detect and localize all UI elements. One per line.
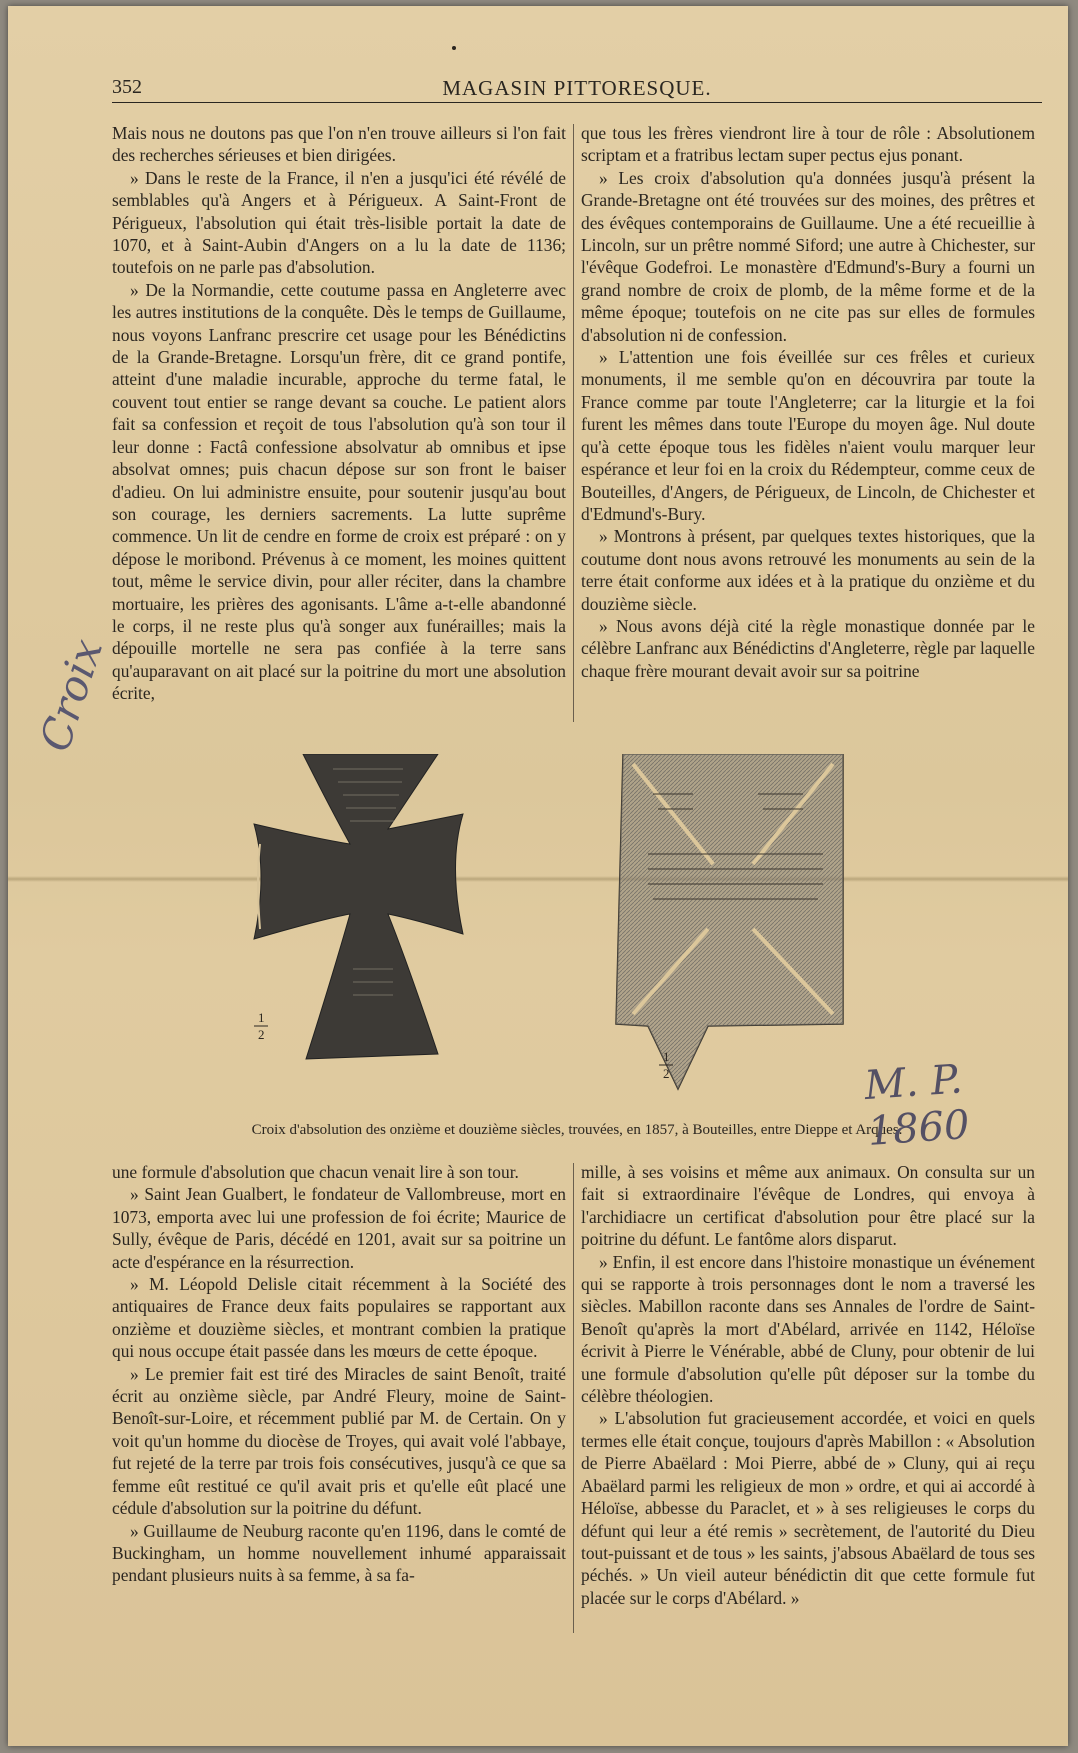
scale-numerator: 1	[258, 1010, 265, 1025]
paragraph: » Montrons à présent, par quelques textes historiques, que la coutume dont nous avons retrouvé les monuments au sein de la terre était conforme aux idées et à la pratique du onzième et du douzième siècle.	[581, 526, 1035, 614]
right-cross	[616, 754, 843, 1089]
paragraph: » M. Léopold Delisle citait récemment à la Société des antiquaires de France deux faits populaires se rapportant aux onzième et douzième siècles, et montrant combien la pratique qui nous occupe était passée dans les mœurs de cette époque.	[112, 1274, 566, 1362]
page-header	[112, 74, 1042, 103]
column-divider-bottom	[573, 1163, 574, 1633]
paragraph: Mais nous ne doutons pas que l'on n'en trouve ailleurs si l'on fait des recherches sérieuses et bien dirigées.	[112, 123, 566, 166]
paragraph: » Enfin, il est encore dans l'histoire monastique un événement qui se rapporte à trois personnages dont le nom a traversé les siècles. Mabillon raconte dans ses Annales de l'ordre de Saint-Benoît qu'après la mort d'Abélard, arrivée en 1142, Héloïse écrivit à Pierre le Vénérable, abbé de Cluny, pour obtenir de lui une formule d'absolution qu'elle pût déposer sur la tombe du célèbre théologien.	[581, 1251, 1035, 1407]
column-bottom-right	[581, 1161, 1035, 1609]
left-cross	[254, 754, 463, 1059]
paragraph: » De la Normandie, cette coutume passa en Angleterre avec les autres institutions de la conquête. Dès le temps de Guillaume, nous voyons Lanfranc prescrire cet usage pour les Bénédictins de la Grande-Bretagne. Lorsqu'un frère, dit ce grand pontife, atteint d'une maladie incurable, approche du terme fatal, le couvent tout entier se range devant sa couche. Le patient alors fait sa confession et reçoit de tous l'absolution qu'à son tour il leur donne : Factâ confessione absolvatur ab omnibus et ipse absolvat omnes; puis chacun dépose sur son front le baiser d'adieu. On lui administre ensuite, pour soutenir jusqu'au bout son courage, les derniers sacrements. La lutte suprême commence. Un lit de cendre en forme de croix est préparé : on y dépose le moribond. Prévenus à ce moment, les moines quittent tout, même le service divin, pour aller réciter, dans la chambre mortuaire, les prières des agonisants. L'âme a-t-elle abandonné le corps, il ne reste plus qu'à songer aux funérailles; mais la dépouille mortelle ne sera pas confiée à la terre sans qu'auparavant on ait placé sur la poitrine du mort une absolution écrite,	[112, 279, 566, 704]
paragraph: mille, à ses voisins et même aux animaux. On consulta sur un fait si extraordinaire l'évêque de Londres, qui envoya à l'archidiacre un certificat d'absolution pour être placé sur la poitrine du défunt. Le fantôme alors disparut.	[581, 1162, 1035, 1250]
figure-caption: Croix d'absolution des onzième et douzième siècles, trouvées, en 1857, à Bouteilles, entre Dieppe et Arques.	[251, 1122, 903, 1138]
column-divider-top	[573, 124, 574, 722]
printer-dot	[452, 46, 456, 50]
paragraph: une formule d'absolution que chacun venait lire à son tour.	[112, 1162, 519, 1182]
paragraph: » L'attention une fois éveillée sur ces frêles et curieux monuments, il me semble qu'on en découvrira par toute la France comme par toute l'Angleterre; car la liturgie et la foi furent les mêmes dans toute l'Europe du moyen âge. Nul doute qu'à cette époque tous les fidèles n'aient voulu marquer leur espérance et leur foi en la croix du Rédempteur, comme ceux de Bouteilles, d'Angers, de Périgueux, de Lincoln, de Chichester et d'Edmund's-Bury.	[581, 347, 1035, 524]
handwritten-stamp-note: M. P. 1860	[863, 1056, 972, 1155]
page-number: 352	[112, 76, 142, 98]
column-top-right	[581, 122, 1035, 682]
scale-denominator: 2	[663, 1066, 670, 1081]
paragraph: » L'absolution fut gracieusement accordée, et voici en quels termes elle était conçue, toujours d'après Mabillon : « Absolution de Pierre Abaëlard : Moi Pierre, abbé de » Cluny, qui ai reçu Abaëlard parmi les religieux de mon » ordre, et qui ai accordé à Héloïse, abbesse du Paraclet, et » à ses religieuses le corps du défunt qui leur a été remis » secrètement, de l'autorité du Dieu tout-puissant et de tous » les saints, j'absous Abaëlard de tous ses péchés. » Un vieil auteur bénédictin dit que cette formule fut placée sur le corps d'Abélard. »	[581, 1408, 1035, 1608]
column-bottom-left	[112, 1161, 566, 1587]
paragraph: » Le premier fait est tiré des Miracles de saint Benoît, traité écrit au onzième siècle, par André Fleury, moine de Saint-Benoît-sur-Loire, et récemment publié par M. de Certain. On y voit qu'un homme du diocèse de Troyes, qui avait volé l'abbaye, fut rejeté de la terre par trois fois consécutives, jusqu'à ce que sa femme eût restitué ce qu'il avait pris et qu'elle eût placé une cédule d'absolution sur la poitrine du défunt.	[112, 1363, 566, 1519]
paragraph: » Nous avons déjà cité la règle monastique donnée par le célèbre Lanfranc aux Bénédictins d'Angleterre, règle par laquelle chaque frère mourant devait avoir sur sa poitrine	[581, 615, 1035, 681]
paragraph: que tous les frères viendront lire à tour de rôle : Absolutionem scriptam et a fratribus lectam super pectus ejus ponant.	[581, 123, 1035, 166]
journal-title: MAGASIN PITTORESQUE.	[442, 76, 712, 100]
paragraph: » Les croix d'absolution qu'a données jusqu'à présent la Grande-Bretagne ont été trouvées sur des moines, des prêtres et des évêques contemporains de Guillaume. Une a été recueillie à Lincoln, sur un prêtre nommé Siford; une autre à Chichester, sur l'évêque Godefroi. Le monastère d'Edmund's-Bury a fourni un grand nombre de croix de plomb, de la même forme et de la même époque; toutefois on ne cite pas sur elles de formules d'absolution ni de confession.	[581, 167, 1035, 345]
column-top-left	[112, 122, 566, 705]
handwritten-margin-note: Croix	[30, 632, 113, 758]
paragraph: » Guillaume de Neuburg raconte qu'en 1196, dans le comté de Buckingham, un homme nouvellement inhumé apparaissait pendant plusieurs nuits à sa femme, à sa fa-	[112, 1520, 566, 1586]
newspaper-page	[8, 6, 1068, 1746]
left-scale-mark	[254, 1010, 268, 1042]
scale-denominator: 2	[258, 1027, 265, 1042]
paragraph: » Saint Jean Gualbert, le fondateur de Vallombreuse, mort en 1073, emporta avec lui une profession de foi écrite; Maurice de Sully, évêque de Paris, décédé en 1201, avait sur sa poitrine un acte d'espérance en la résurrection.	[112, 1184, 566, 1272]
paragraph: » Dans le reste de la France, il n'en a jusqu'ici été révélé de semblables qu'à Angers et à Périgueux. A Saint-Front de Périgueux, l'absolution qui était très-lisible portait la date de 1070, et à Saint-Aubin d'Angers on a lu la date de 1136; toutefois on ne parle pas d'absolution.	[112, 167, 566, 278]
scale-numerator: 1	[663, 1049, 670, 1064]
